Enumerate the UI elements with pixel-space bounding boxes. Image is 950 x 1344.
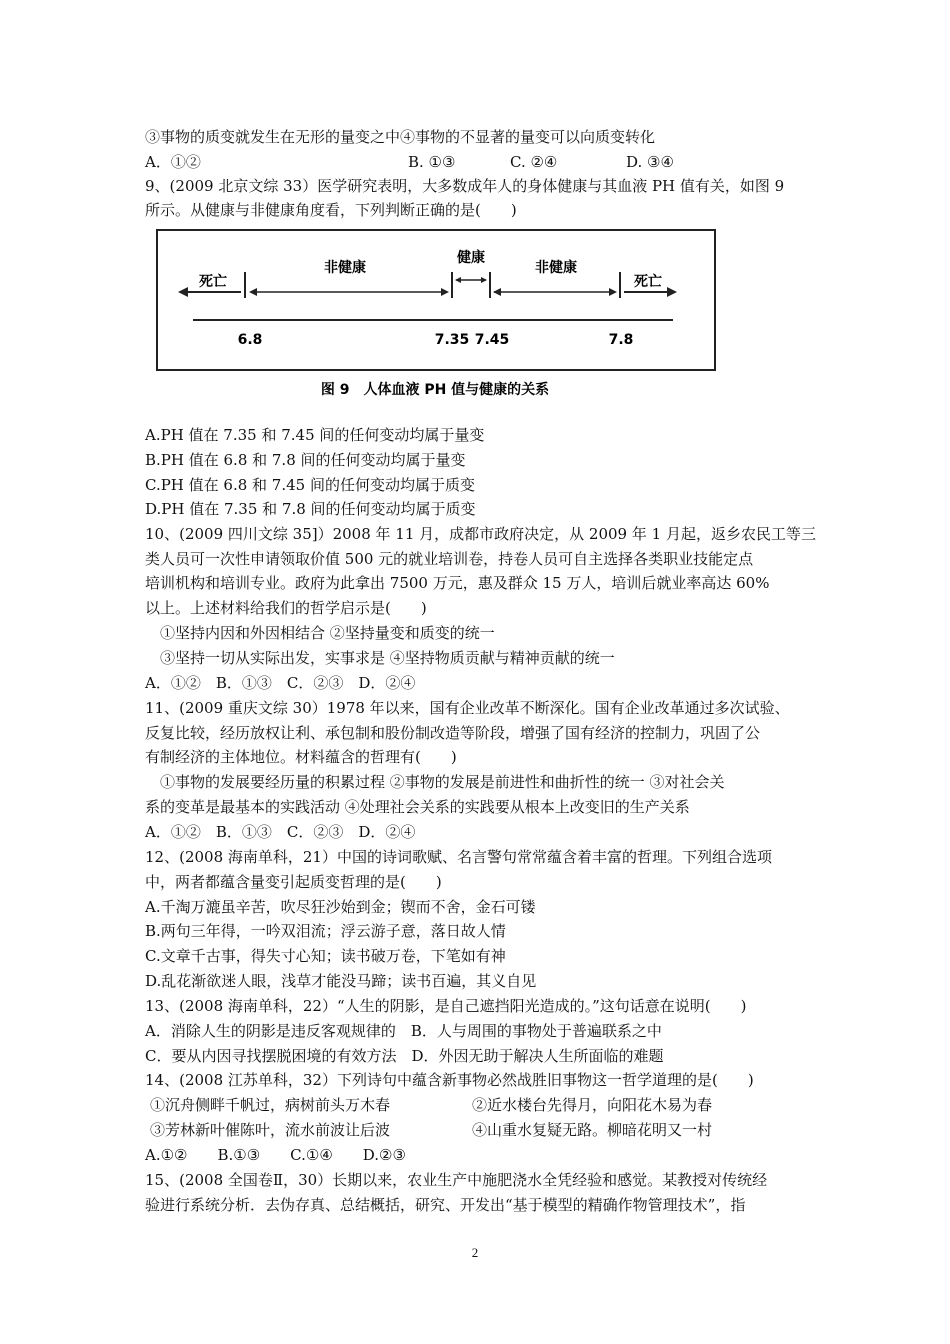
q11-stem-line1: 11、(2009 重庆文综 30）1978 年以来，国有企业改革不断深化。国有企业改革通过多次试验、: [145, 699, 790, 717]
label-death-right: 死亡: [634, 274, 662, 290]
q11-statements-line1: ①事物的发展要经历量的积累过程 ②事物的发展是前进性和曲折性的统一 ③对社会关: [160, 773, 725, 791]
q10-stem-line2: 类人员可一次性申请领取价值 500 元的就业培训卷，持卷人员可自主选择各类职业技能定点: [145, 550, 754, 568]
q12-option-c: C.文章千古事，得失寸心知；读书破万卷，下笔如有神: [145, 947, 506, 965]
q9-stem-line1: 9、(2009 北京文综 33）医学研究表明，大多数成年人的身体健康与其血液 PH 值有关，如图 9: [145, 177, 785, 195]
q10-statements-3-4: ③坚持一切从实际出发，实事求是 ④坚持物质贡献与精神贡献的统一: [160, 649, 615, 667]
q8-statement-3-4: ③事物的质变就发生在无形的量变之中④事物的不显著的量变可以向质变转化: [145, 128, 656, 146]
q8-option-b: B. ①③: [408, 153, 456, 171]
figure-border: [157, 230, 715, 370]
q11-stem-line3: 有制经济的主体地位。材料蕴含的哲理有( ): [145, 748, 457, 766]
q13-options-c-d: C．要从内因寻找摆脱困境的有效方法 D．外因无助于解决人生所面临的难题: [145, 1047, 664, 1065]
q10-stem-line3: 培训机构和培训专业。政府为此拿出 7500 万元，惠及群众 15 万人，培训后就业率高达 60%: [145, 574, 770, 592]
q11-options: A．①② B．①③ C．②③ D．②④: [145, 823, 416, 841]
q9-option-a: A.PH 值在 7.35 和 7.45 间的任何变动均属于量变: [145, 426, 485, 444]
q12-option-a: A.千淘万漉虽辛苦，吹尽狂沙始到金；锲而不舍，金石可镂: [145, 898, 536, 916]
q13-options-a-b: A．消除人生的阴影是违反客观规律的 B．人与周围的事物处于普遍联系之中: [145, 1022, 662, 1040]
q14-stem: 14、(2008 江苏单科，32）下列诗句中蕴含新事物必然战胜旧事物这一哲学道理的是( ): [145, 1071, 754, 1089]
label-death-left: 死亡: [199, 274, 227, 290]
q9-stem-line2: 所示。从健康与非健康角度看，下列判断正确的是( ): [145, 201, 517, 219]
q14-statement-3: ③芳林新叶催陈叶，流水前波让后波: [150, 1121, 391, 1139]
q12-option-b: B.两句三年得，一吟双泪流；浮云游子意，落日故人情: [145, 922, 506, 940]
q8-option-c: C. ②④: [510, 153, 558, 171]
ph-health-figure: [145, 222, 735, 412]
q8-option-a: A．①②: [145, 153, 201, 171]
q14-statement-1: ①沉舟侧畔千帆过，病树前头万木春: [150, 1096, 391, 1114]
q10-statements-1-2: ①坚持内因和外因相结合 ②坚持量变和质变的统一: [160, 624, 495, 642]
q14-options: A.①② B.①③ C.①④ D.②③: [145, 1146, 406, 1164]
q11-stem-line2: 反复比较，经历放权让利、承包制和股份制改造等阶段，增强了国有经济的控制力，巩固了公: [145, 724, 761, 742]
q8-option-d: D. ③④: [626, 153, 674, 171]
tick-label-7-45: 7.45: [474, 332, 510, 348]
tick-label-7-8: 7.8: [608, 332, 634, 348]
tick-label-6-8: 6.8: [237, 332, 263, 348]
q14-statement-4: ④山重水复疑无路。柳暗花明又一村: [472, 1121, 713, 1139]
label-unhealthy-right: 非健康: [535, 260, 577, 276]
q12-stem-line1: 12、(2008 海南单科，21）中国的诗词歌赋、名言警句常常蕴含着丰富的哲理。下列组合选项: [145, 848, 772, 866]
figure-caption: 图 9 人体血液 PH 值与健康的关系: [320, 382, 550, 398]
q10-options: A．①② B．①③ C．②③ D．②④: [145, 674, 416, 692]
q15-stem-line2: 验进行系统分析．去伪存真、总结概括，研究、开发出“基于模型的精确作物管理技术”，指: [145, 1196, 746, 1214]
q14-statement-2: ②近水楼台先得月，向阳花木易为春: [472, 1096, 713, 1114]
q13-stem: 13、(2008 海南单科，22）“人生的阴影，是自己遮挡阳光造成的。”这句话意在说明( ): [145, 997, 747, 1015]
q10-stem-line4: 以上。上述材料给我们的哲学启示是( ): [145, 599, 427, 617]
q15-stem-line1: 15、(2008 全国卷Ⅱ，30）长期以来，农业生产中施肥浇水全凭经验和感觉。某教授对传统经: [145, 1171, 768, 1189]
label-healthy: 健康: [457, 250, 485, 266]
q12-stem-line2: 中，两者都蕴含量变引起质变哲理的是( ): [145, 873, 442, 891]
q9-option-d: D.PH 值在 7.35 和 7.8 间的任何变动均属于质变: [145, 500, 476, 518]
q10-stem-line1: 10、(2009 四川文综 35]）2008 年 11 月，成都市政府决定，从 2009 年 1 月起，返乡农民工等三: [145, 525, 816, 543]
page-number: 2: [471, 1245, 479, 1260]
q9-option-c: C.PH 值在 6.8 和 7.45 间的任何变动均属于质变: [145, 476, 475, 494]
tick-label-7-35: 7.35: [434, 332, 470, 348]
q12-option-d: D.乱花渐欲迷人眼，浅草才能没马蹄；读书百遍，其义自见: [145, 972, 537, 990]
label-unhealthy-left: 非健康: [324, 260, 366, 276]
q11-statements-line2: 系的变革是最基本的实践活动 ④处理社会关系的实践要从根本上改变旧的生产关系: [145, 798, 690, 816]
q9-option-b: B.PH 值在 6.8 和 7.8 间的任何变动均属于量变: [145, 451, 466, 469]
